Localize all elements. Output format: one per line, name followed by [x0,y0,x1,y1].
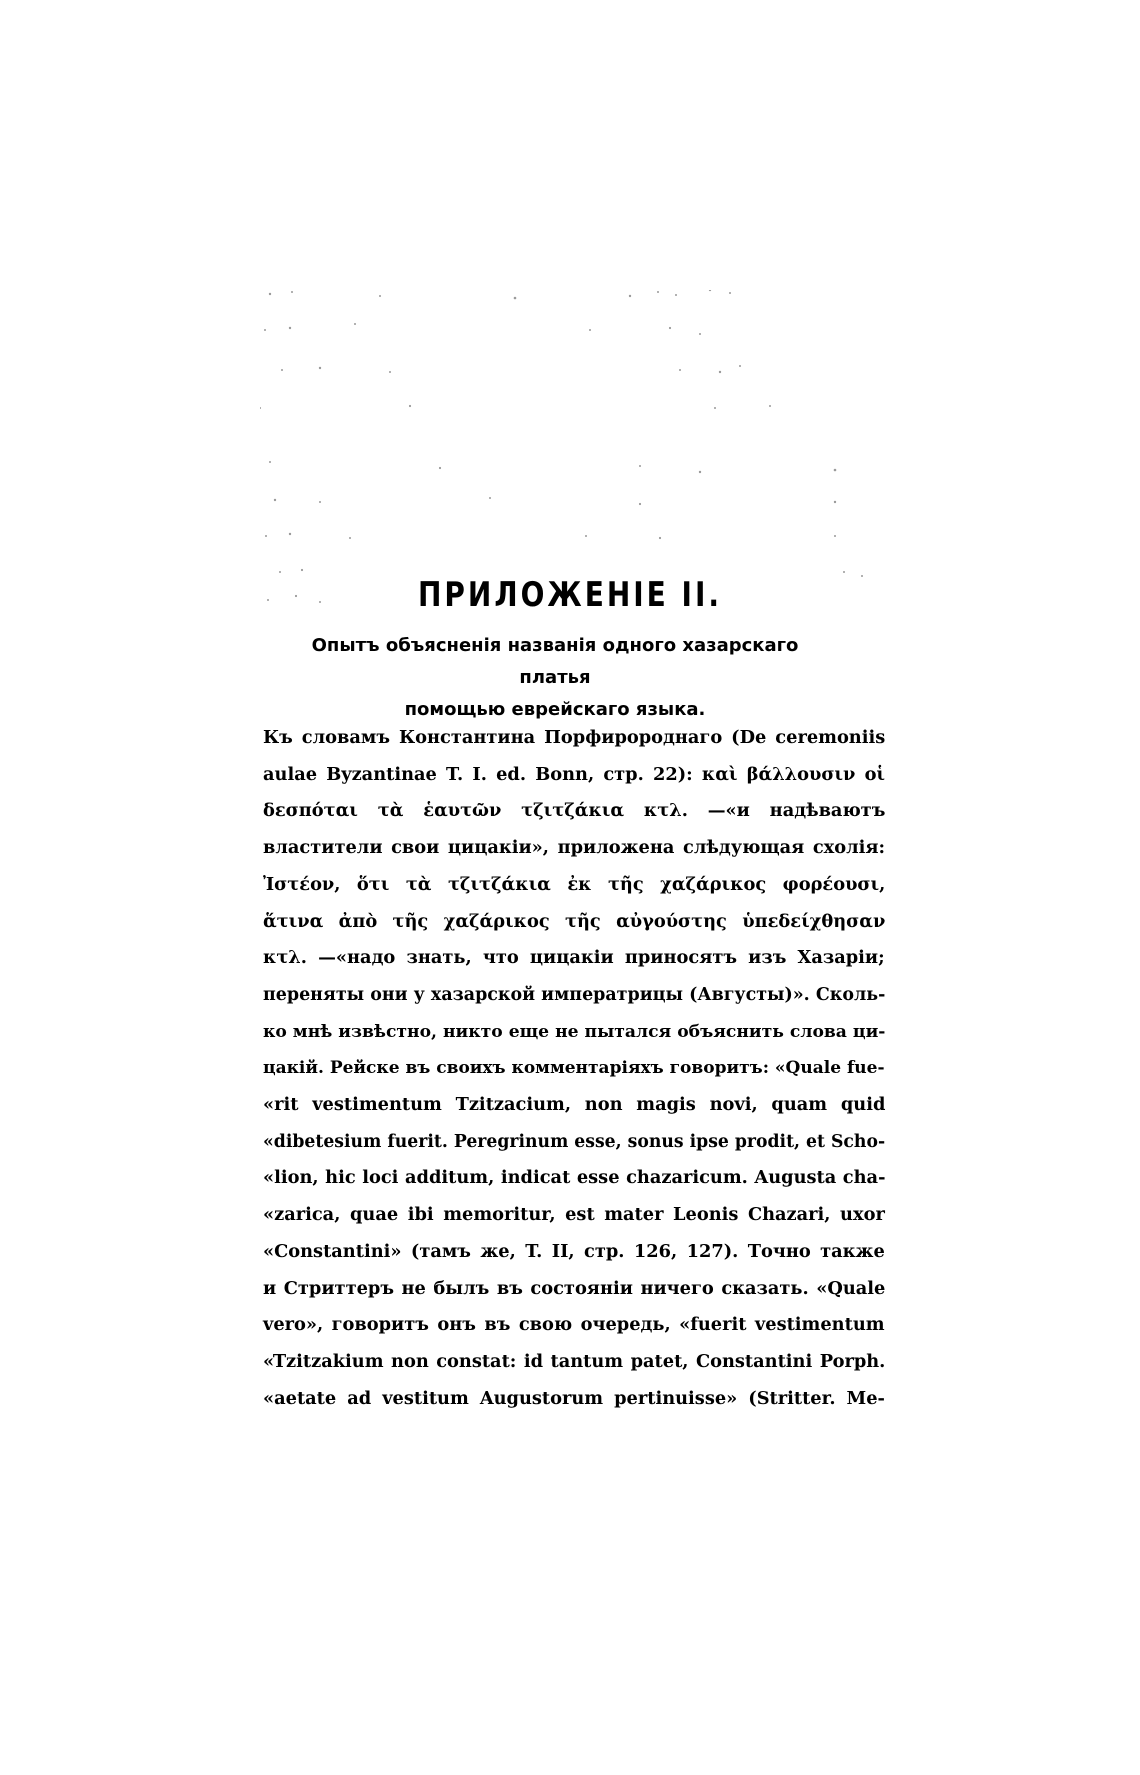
text-line: переняты они у хазарской императрицы (Августы)». Сколь- [263,984,886,1005]
text-line: «Constantini» (тамъ же, T. II, стр. 126, 127). Точно также [263,1240,885,1262]
text-line: «zarica, quae ibi memoritur, est mater Leonis Chazari, uxor [263,1204,885,1226]
text-line: aulae Byzantinae T. I. ed. Bonn, стр. 22): καὶ βάλλουσιν οἱ [263,763,886,785]
text-line: властители свои цицакіи», приложена слѣдующая схолія: [263,837,886,859]
text-line: «aetate ad vestitum Augustorum pertinuisse» (Stritter. Me- [263,1387,885,1409]
appendix-heading: ПРИЛОЖЕНІЕ II. [417,574,723,615]
text-line: Къ словамъ Константина Порфиророднаго (De ceremoniis [263,727,886,748]
text-line: ἅτινα ἀπὸ τῆς χαζάρικος τῆς αὐγούστης ὑπεδείχθησαν [263,910,886,932]
text-line: «Tzitzakium non constat: id tantum patet, Constantini Porph. [263,1350,886,1372]
text-line: ко мнѣ извѣстно, никто еще не пытался объяснить слова ци- [263,1021,886,1042]
bleed-through-specks [260,290,880,610]
text-line: κτλ. —«надо знать, что цицакіи приносятъ изъ Хазаріи; [263,947,885,969]
text-line: «dibetesium fuerit. Peregrinum esse, sonus ipse prodit, et Scho- [263,1131,886,1152]
text-line: и Стриттеръ не былъ въ состояніи ничего сказать. «Quale [263,1277,886,1299]
subtitle-line: помощью еврейскаго языка. [404,699,706,720]
body-paragraph [263,720,885,1417]
appendix-subtitle [290,630,820,726]
text-line: «rit vestimentum Tzitzacium, non magis novi, quam quid [263,1094,886,1116]
text-line: vero», говоритъ онъ въ свою очередь, «fuerit vestimentum [263,1314,885,1336]
subtitle-line: Опытъ объясненія названія одного хазарскаго платья [311,635,799,688]
text-line: Ἰστέον, ὅτι τὰ τζιτζάκια ἐκ τῆς χαζάρικος φορέουσι, [263,873,886,895]
text-line: цакій. Рейске въ своихъ комментаріяхъ говоритъ: «Quale fue- [263,1058,885,1079]
text-line: δεσπόται τὰ ἑαυτῶν τζιτζάκια κτλ. —«и надѣваютъ [263,800,886,822]
text-line: «lion, hic loci additum, indicat esse chazaricum. Augusta cha- [263,1167,886,1189]
